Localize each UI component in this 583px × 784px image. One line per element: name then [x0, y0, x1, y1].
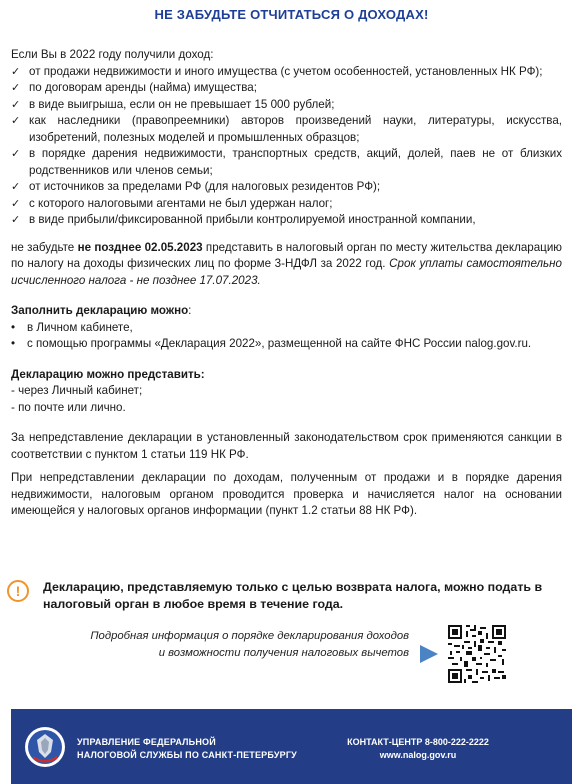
checklist-item: ✓ от источников за пределами РФ (для налоговых резидентов РФ); [11, 179, 562, 196]
audit-paragraph: При непредставлении декларации по доходам, полученным от продажи и в порядке дарения недвижимости, налоговым органом проводится проверка и начисляется налог на основании имеющейся у налоговых органов информации (пункт 1.2 статьи 88 НК РФ). [11, 471, 562, 517]
bullet-icon: • [11, 320, 16, 334]
checklist-item: ✓ по договорам аренды (найма) имущества; [11, 80, 562, 97]
notice-text: Декларацию, представляемую только с целью возврата налога, можно подать в налоговый орган в любое время в течение года. [43, 580, 543, 611]
checklist-item: ✓ в виде выигрыша, если он не превышает 15 000 рублей; [11, 97, 562, 114]
check-icon: ✓ [11, 115, 21, 127]
checklist-item: ✓ как наследники (правопреемники) авторов произведений науки, литературы, искусства, изобретений, полезных моделей и промышленных образцов; [11, 114, 562, 144]
check-icon: ✓ [11, 214, 21, 226]
check-icon: ✓ [11, 98, 21, 111]
contact-center-phone[interactable]: КОНТАКТ-ЦЕНТР 8-800-222-2222 [347, 737, 489, 747]
arrow-right-icon [420, 645, 438, 663]
footer-banner [11, 709, 572, 784]
check-icon: ✓ [11, 148, 21, 160]
leaflet-body [11, 47, 562, 520]
exclamation-circle-icon: ! [7, 580, 29, 602]
qr-code-icon[interactable] [448, 625, 506, 683]
page-title: НЕ ЗАБУДЬТЕ ОТЧИТАТЬСЯ О ДОХОДАХ! [154, 7, 429, 22]
check-icon: ✓ [11, 181, 21, 193]
fill-heading: Заполнить декларацию можно: [11, 304, 192, 317]
footer-contacts [343, 736, 493, 762]
bullet-icon: • [11, 337, 16, 350]
list-item: • в Личном кабинете, [11, 320, 562, 337]
refund-notice [7, 579, 567, 613]
checklist-item: ✓ в порядке дарения недвижимости, транспортных средств, акций, долей, паев не от близких родственников или членов семьи; [11, 147, 562, 177]
deadline-date: не позднее 02.05.2023 [77, 240, 203, 254]
checklist-item: ✓ в виде прибыли/фиксированной прибыли контролируемой иностранной компании, [11, 212, 562, 229]
deadline-paragraph: не забудьте не позднее 02.05.2023 представить в налоговый орган по месту жительства декларацию по налогу на доходы физических лиц по форме 3-НДФЛ за 2022 год. Срок уплаты самостоятельно исчисленного налога - не позднее 17.07.2023. [11, 240, 562, 287]
check-icon: ✓ [11, 197, 21, 210]
list-item: - через Личный кабинет; [11, 384, 143, 397]
payment-deadline: Срок уплаты самостоятельно исчисленного налога - не позднее 17.07.2023. [11, 257, 562, 287]
fns-emblem-icon [24, 726, 66, 768]
checklist-item: ✓ от продажи недвижимости и иного имущества (с учетом особенностей, установленных НК РФ); [11, 64, 562, 81]
footer-organization: УПРАВЛЕНИЕ ФЕДЕРАЛЬНОЙ НАЛОГОВОЙ СЛУЖБЫ ПО САНКТ-ПЕТЕРБУРГУ [77, 737, 297, 760]
list-item: • с помощью программы «Декларация 2022», размещенной на сайте ФНС России nalog.gov.ru. [11, 336, 562, 353]
check-icon: ✓ [11, 65, 21, 78]
submit-heading: Декларацию можно представить: [11, 367, 205, 381]
website-link[interactable]: www.nalog.gov.ru [379, 750, 457, 760]
check-icon: ✓ [11, 82, 21, 94]
more-info: Подробная информация о порядке декларирования доходов и возможности получения налоговых вычетов [90, 630, 409, 659]
intro-text: Если Вы в 2022 году получили доход: [11, 48, 214, 61]
income-checklist [11, 64, 562, 229]
checklist-item: ✓ с которого налоговыми агентами не был удержан налог; [11, 196, 562, 213]
sanctions-paragraph: За непредставление декларации в установленный законодательством срок применяются санкции в соответствии с пунктом 1 статьи 119 НК РФ. [11, 431, 562, 461]
list-item: - по почте или лично. [11, 400, 126, 414]
